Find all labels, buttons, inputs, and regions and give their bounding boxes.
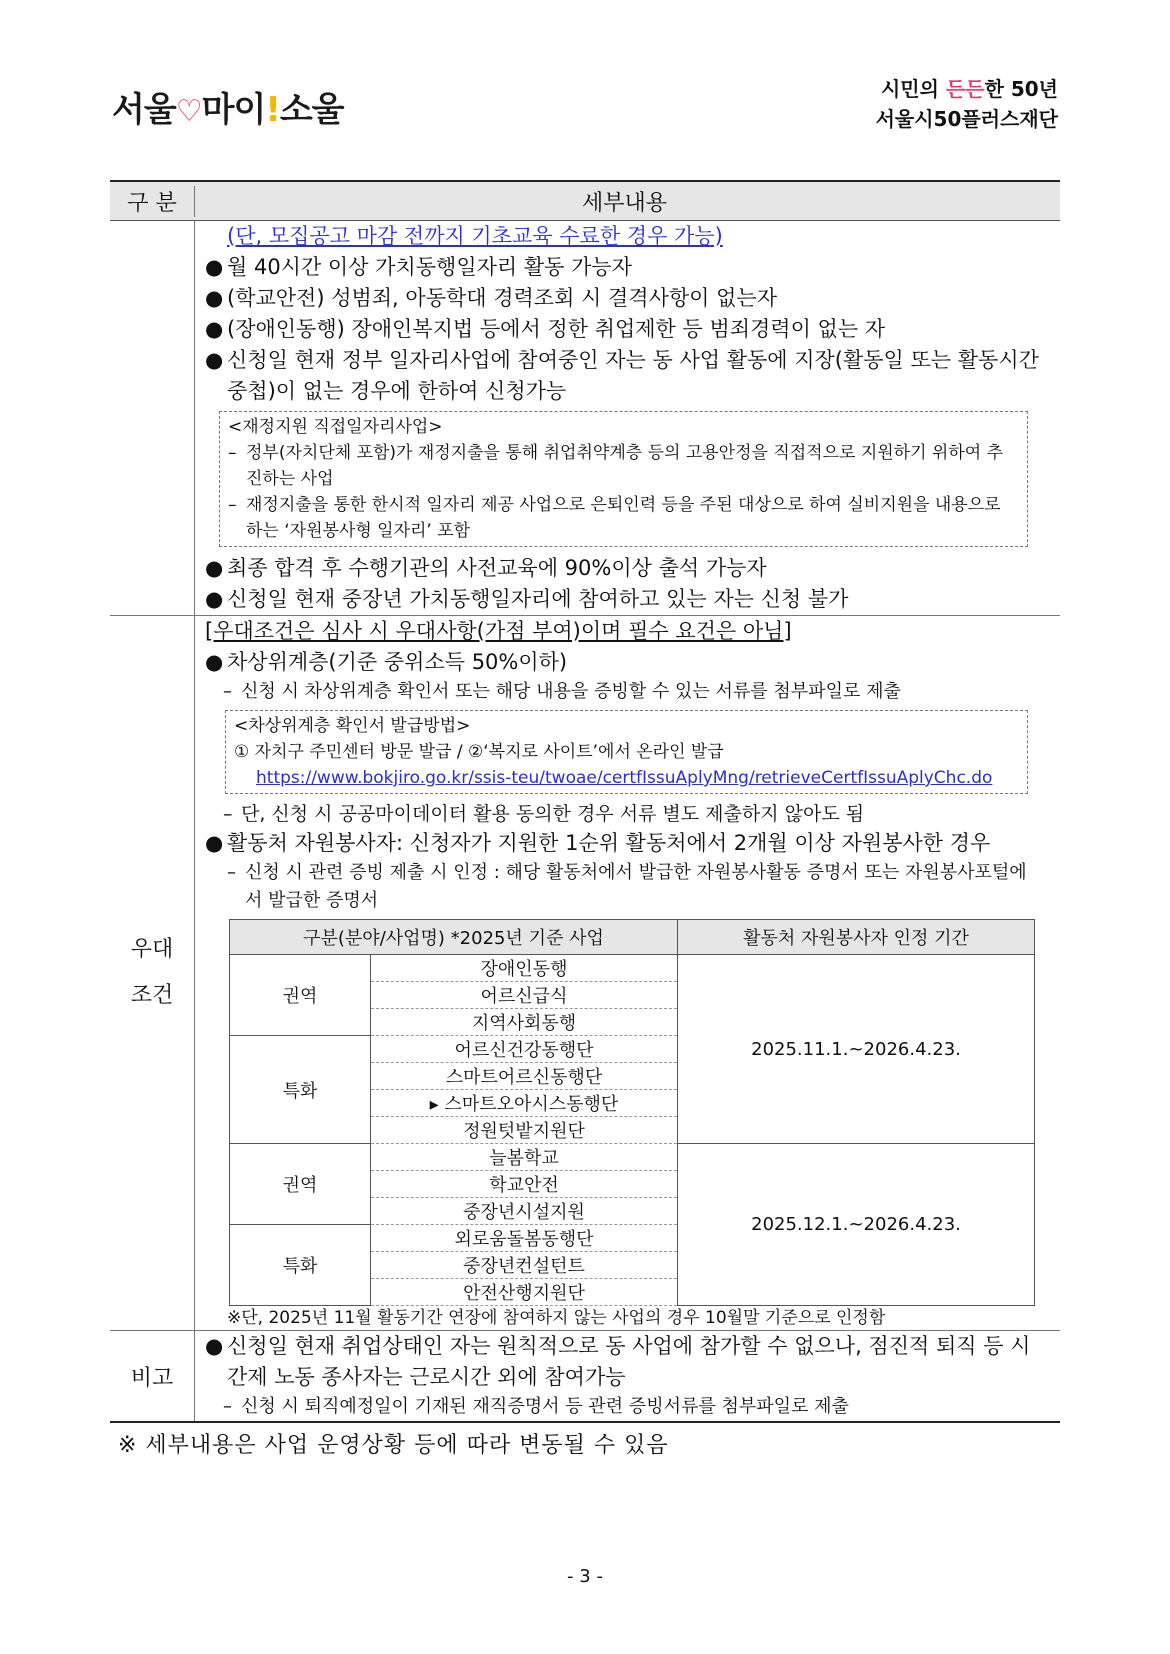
eligibility-row	[110, 221, 1060, 616]
table-row: 정원텃밭지원단	[230, 1117, 1035, 1144]
organization-name: 시민의 든든한 50년 서울시50플러스재단	[875, 77, 1058, 131]
table-row: 권역 늘봄학교 2025.12.1.~2026.4.23.	[230, 1144, 1035, 1171]
list-item: ● (장애인동행) 장애인복지법 등에서 정한 취업제한 등 범죄경력이 없는 자	[205, 314, 1044, 345]
page-number: - 3 -	[567, 1566, 603, 1587]
list-item: – 신청 시 차상위계층 확인서 또는 해당 내용을 증빙할 수 있는 서류를 첨부파일로 제출	[223, 681, 901, 702]
list-item: ● 차상위계층(기준 중위소득 50%이하)	[205, 647, 1044, 678]
bullet-icon: ●	[205, 286, 224, 310]
list-item: ● (학교안전) 성범죄, 아동학대 경력조회 시 결격사항이 없는자	[205, 283, 1044, 314]
table-row: 중장년컨설턴트	[230, 1252, 1035, 1279]
details-table	[110, 180, 1060, 1423]
list-item: – 재정지출을 통한 한시적 일자리 제공 사업으로 은퇴인력 등을 주된 대상으로 하여 실비지원을 내용으로 하는 ‘자원봉사형 일자리’ 포함	[228, 495, 1001, 541]
footer-note: ※ 세부내용은 사업 운영상황 등에 따라 변동될 수 있음	[118, 1433, 669, 1458]
info-box: <차상위계층 확인서 발급방법> ① 자치구 주민센터 방문 발급 / ②‘복지로 사이트’에서 온라인 발급 https://www.bokjiro.go.kr/ssis-teu/twoae/certfIssuAplyMng/retrieveCertfIssuAplyChc.do	[225, 710, 1028, 794]
remarks-row	[110, 1331, 1060, 1421]
bullet-icon: ●	[205, 348, 224, 372]
table-row: 특화 외로움돌봄동행단	[230, 1225, 1035, 1252]
bullet-icon: ●	[205, 1334, 224, 1358]
list-item: – 신청 시 퇴직예정일이 기재된 재직증명서 등 관련 증빙서류를 첨부파일로 제출	[223, 1396, 849, 1417]
table-row: 어르신급식	[230, 982, 1035, 1009]
table-row: 안전산행지원단	[230, 1279, 1035, 1306]
bullet-icon: ●	[205, 255, 224, 279]
logo: 서울♡마이!소울	[112, 90, 344, 130]
info-box: <재정지원 직접일자리사업> – 정부(자치단체 포함)가 재정지출을 통해 취업취약계층 등의 고용안정을 직접적으로 지원하기 위하여 추진하는 사업 – 재정지출을 통한 한시적 일자리 제공 사업으로 은퇴인력 등을 주된 대상으로 하여 실비지원을 내용으로 하는 ‘자원봉사형 일자리’ 포함	[219, 411, 1028, 547]
table-row: 지역사회동행	[230, 1009, 1035, 1036]
bokjiro-link[interactable]: https://www.bokjiro.go.kr/ssis-teu/twoae/certfIssuAplyMng/retrieveCertfIssuAplyChc.do	[256, 768, 993, 788]
list-item: ● 신청일 현재 취업상태인 자는 원칙적으로 동 사업에 참가할 수 없으나, 점진적 퇴직 등 시간제 노동 종사자는 근로시간 외에 참여가능	[205, 1331, 1044, 1393]
remarks-label: 비고	[110, 1331, 195, 1421]
list-item: ● 신청일 현재 정부 일자리사업에 참여중인 자는 동 사업 활동에 지장(활동일 또는 활동시간 중첩)이 없는 경우에 한하여 신청가능	[205, 345, 1044, 407]
period-cell: 2025.12.1.~2026.4.23.	[678, 1144, 1035, 1306]
header-category: 구 분	[110, 186, 195, 217]
bullet-icon: ●	[205, 317, 224, 341]
heart-icon: ♡	[175, 94, 202, 129]
continued-text: (단, 모집공고 마감 전까지 기초교육 수료한 경우 가능)	[227, 224, 723, 248]
list-item: ● 활동처 자원봉사자: 신청자가 지원한 1순위 활동처에서 2개월 이상 자원봉사한 경우	[205, 828, 1044, 859]
bullet-icon: ●	[205, 831, 224, 855]
table-row: 중장년시설지원	[230, 1198, 1035, 1225]
table-row: 스마트어르신동행단	[230, 1063, 1035, 1090]
preference-row	[110, 616, 1060, 1331]
list-item: ● 최종 합격 후 수행기관의 사전교육에 90%이상 출석 가능자	[205, 553, 1044, 584]
header-details: 세부내용	[581, 190, 667, 216]
table-row: 학교안전	[230, 1171, 1035, 1198]
bullet-icon: ●	[205, 650, 224, 674]
list-item: ● 월 40시간 이상 가치동행일자리 활동 가능자	[205, 252, 1044, 283]
period-cell: 2025.11.1.~2026.4.23.	[678, 955, 1035, 1144]
table-row: ▸ 스마트오아시스동행단	[230, 1090, 1035, 1117]
preference-label: 우대 조건	[110, 616, 195, 1330]
bullet-icon: ●	[205, 556, 224, 580]
table-row: 구분(분야/사업명) *2025년 기준 사업 활동처 자원봉사자 인정 기간	[230, 920, 1035, 955]
list-item: ● 신청일 현재 중장년 가치동행일자리에 참여하고 있는 자는 신청 불가	[205, 584, 1044, 615]
list-item: – 단, 신청 시 공공마이데이터 활용 동의한 경우 서류 별도 제출하지 않아도 됨	[223, 803, 865, 825]
table-row: 권역 장애인동행 2025.11.1.~2026.4.23.	[230, 955, 1035, 982]
volunteer-period-table	[229, 919, 1035, 1306]
bullet-icon: ●	[205, 587, 224, 611]
table-header	[110, 182, 1060, 221]
list-item: – 신청 시 관련 증빙 제출 시 인정 : 해당 활동처에서 발급한 자원봉사활동 증명서 또는 자원봉사포털에서 발급한 증명서	[227, 862, 1027, 911]
preference-intro: [우대조건은 심사 시 우대사항(가점 부여)이며 필수 요건은 아님]	[205, 619, 792, 643]
table-row: 특화 어르신건강동행단	[230, 1036, 1035, 1063]
table-note: ※단, 2025년 11월 활동기간 연장에 참여하지 않는 사업의 경우 10월말 기준으로 인정함	[227, 1308, 886, 1328]
list-item: – 정부(자치단체 포함)가 재정지출을 통해 취업취약계층 등의 고용안정을 직접적으로 지원하기 위하여 추진하는 사업	[228, 443, 1004, 489]
